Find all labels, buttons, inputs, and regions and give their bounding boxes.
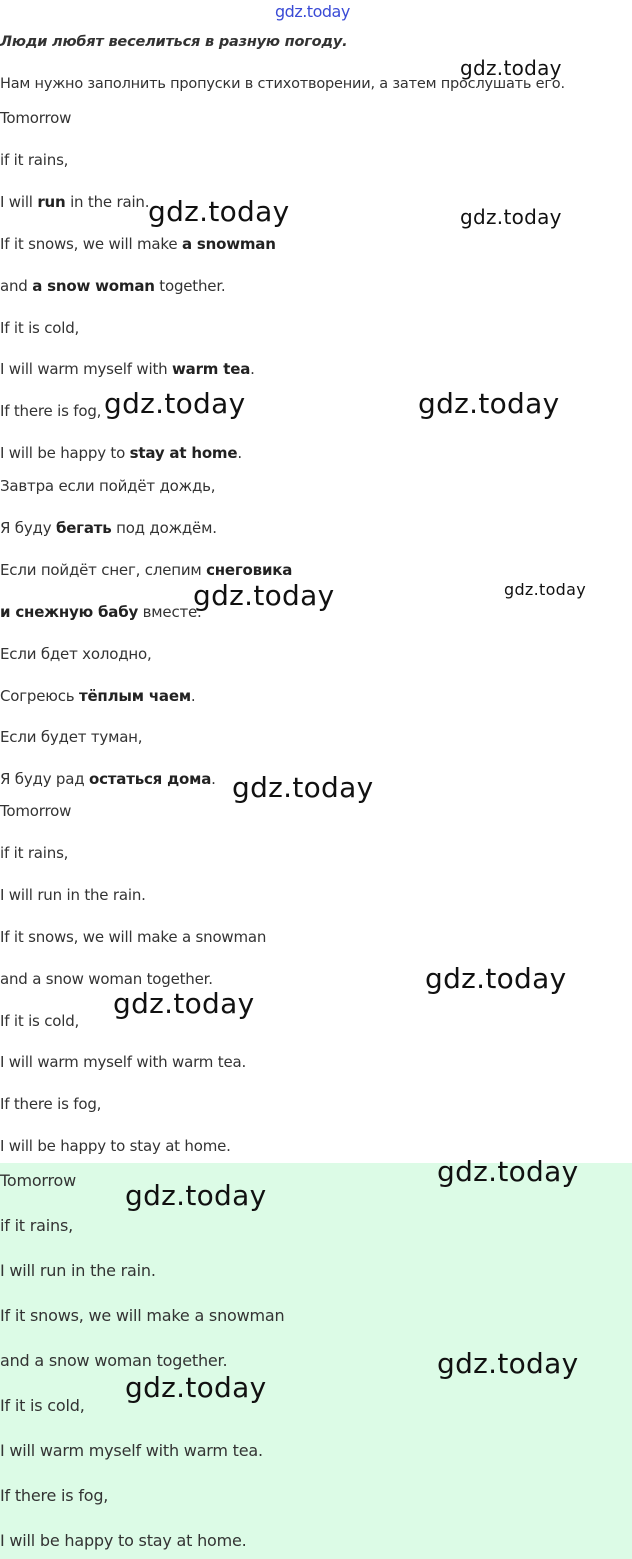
poem-line [0,770,216,788]
poem-line: I will warm myself with warm tea. [0,1053,247,1072]
filled-word: и снежную бабу [0,602,139,621]
poem-line [0,402,101,420]
watermark-text: gdz.today [104,387,246,420]
poem-line: Tomorrow [0,1171,77,1190]
poem-line [0,444,242,462]
poem-line: If it snows, we will make a snowman [0,927,267,946]
line-text: if it rains, [0,150,69,169]
poem-line [0,235,276,253]
line-text: If it is cold, [0,318,80,337]
poem-line: Tomorrow [0,802,72,820]
line-text: Если пойдёт снег, слепим [0,560,207,579]
line-text: . [211,770,216,789]
poem-line: I will be happy to stay at home. [0,1531,247,1550]
filled-word: остаться дома [89,770,212,789]
watermark-text: gdz.today [193,579,335,612]
poem-line: If it is cold, [0,1396,85,1415]
line-text: Согреюсь [0,686,79,705]
line-text: in the rain. [65,192,150,211]
site-logo[interactable]: gdz.today [275,2,350,21]
line-text: Завтра если пойдёт дождь, [0,477,216,495]
poem-line [0,519,217,537]
watermark-text: gdz.today [232,771,374,804]
watermark-text: gdz.today [460,56,562,80]
watermark-text: gdz.today [125,1179,267,1212]
line-text: If it snows, we will make [0,234,182,253]
filled-word: бегать [55,518,112,537]
poem-line: I will warm myself with warm tea. [0,1441,263,1460]
poem-line: if it rains, [0,843,69,862]
poem-line: If there is fog, [0,1095,102,1114]
filled-word: stay at home [129,444,238,463]
poem-line [0,477,215,495]
poem-line [0,277,226,295]
line-text: Я буду [0,518,56,537]
poem-line [0,561,292,579]
intro-title: Люди любят веселиться в разную погоду. [0,34,348,50]
watermark-text: gdz.today [504,580,586,599]
poem-line: I will run in the rain. [0,1261,156,1280]
watermark-text: gdz.today [460,205,562,229]
line-text: I will be happy to [0,444,130,463]
poem-line: If it is cold, [0,1011,80,1030]
watermark-text: gdz.today [437,1347,579,1380]
poem-line: If it snows, we will make a snowman [0,1306,285,1325]
watermark-text: gdz.today [125,1371,267,1404]
poem-line [0,728,142,746]
line-text: вместе. [138,602,202,621]
line-text: под дождём. [111,518,217,537]
poem-line: I will run in the rain. [0,885,146,904]
line-text: I will [0,192,38,211]
line-text: I will warm myself with [0,360,173,379]
poem-line: If there is fog, [0,1486,109,1505]
poem-line: I will be happy to stay at home. [0,1137,231,1156]
watermark-text: gdz.today [437,1155,579,1188]
poem-line [0,151,68,169]
poem-line [0,193,149,211]
poem-line [0,645,152,663]
line-text: Если бдет холодно, [0,644,152,663]
poem-line [0,687,195,705]
intro-task: Нам нужно заполнить пропуски в стихотворении, а затем прослушать его. [0,76,565,92]
filled-word: run [37,192,66,211]
line-text: If there is fog, [0,402,102,421]
watermark-text: gdz.today [113,987,255,1020]
filled-word: тёплым чаем [78,686,191,705]
poem-line: and a snow woman together. [0,969,213,988]
poem-line: if it rains, [0,1216,73,1235]
poem-line [0,109,71,127]
line-text: . [250,360,255,379]
poem-line: and a snow woman together. [0,1351,228,1370]
line-text: Я буду рад [0,770,89,789]
poem-line [0,319,79,337]
watermark-text: gdz.today [418,387,560,420]
line-text: Tomorrow [0,109,72,127]
line-text: together. [154,276,226,295]
line-text: and [0,276,33,295]
filled-word: warm tea [172,360,251,379]
watermark-text: gdz.today [148,195,290,228]
filled-word: a snowman [181,234,276,253]
filled-word: снеговика [206,560,293,579]
line-text: Если будет туман, [0,728,143,747]
poem-line [0,360,255,378]
filled-word: a snow woman [32,276,155,295]
watermark-text: gdz.today [425,962,567,995]
line-text: . [237,444,242,463]
line-text: . [190,686,196,705]
poem-line [0,603,202,621]
